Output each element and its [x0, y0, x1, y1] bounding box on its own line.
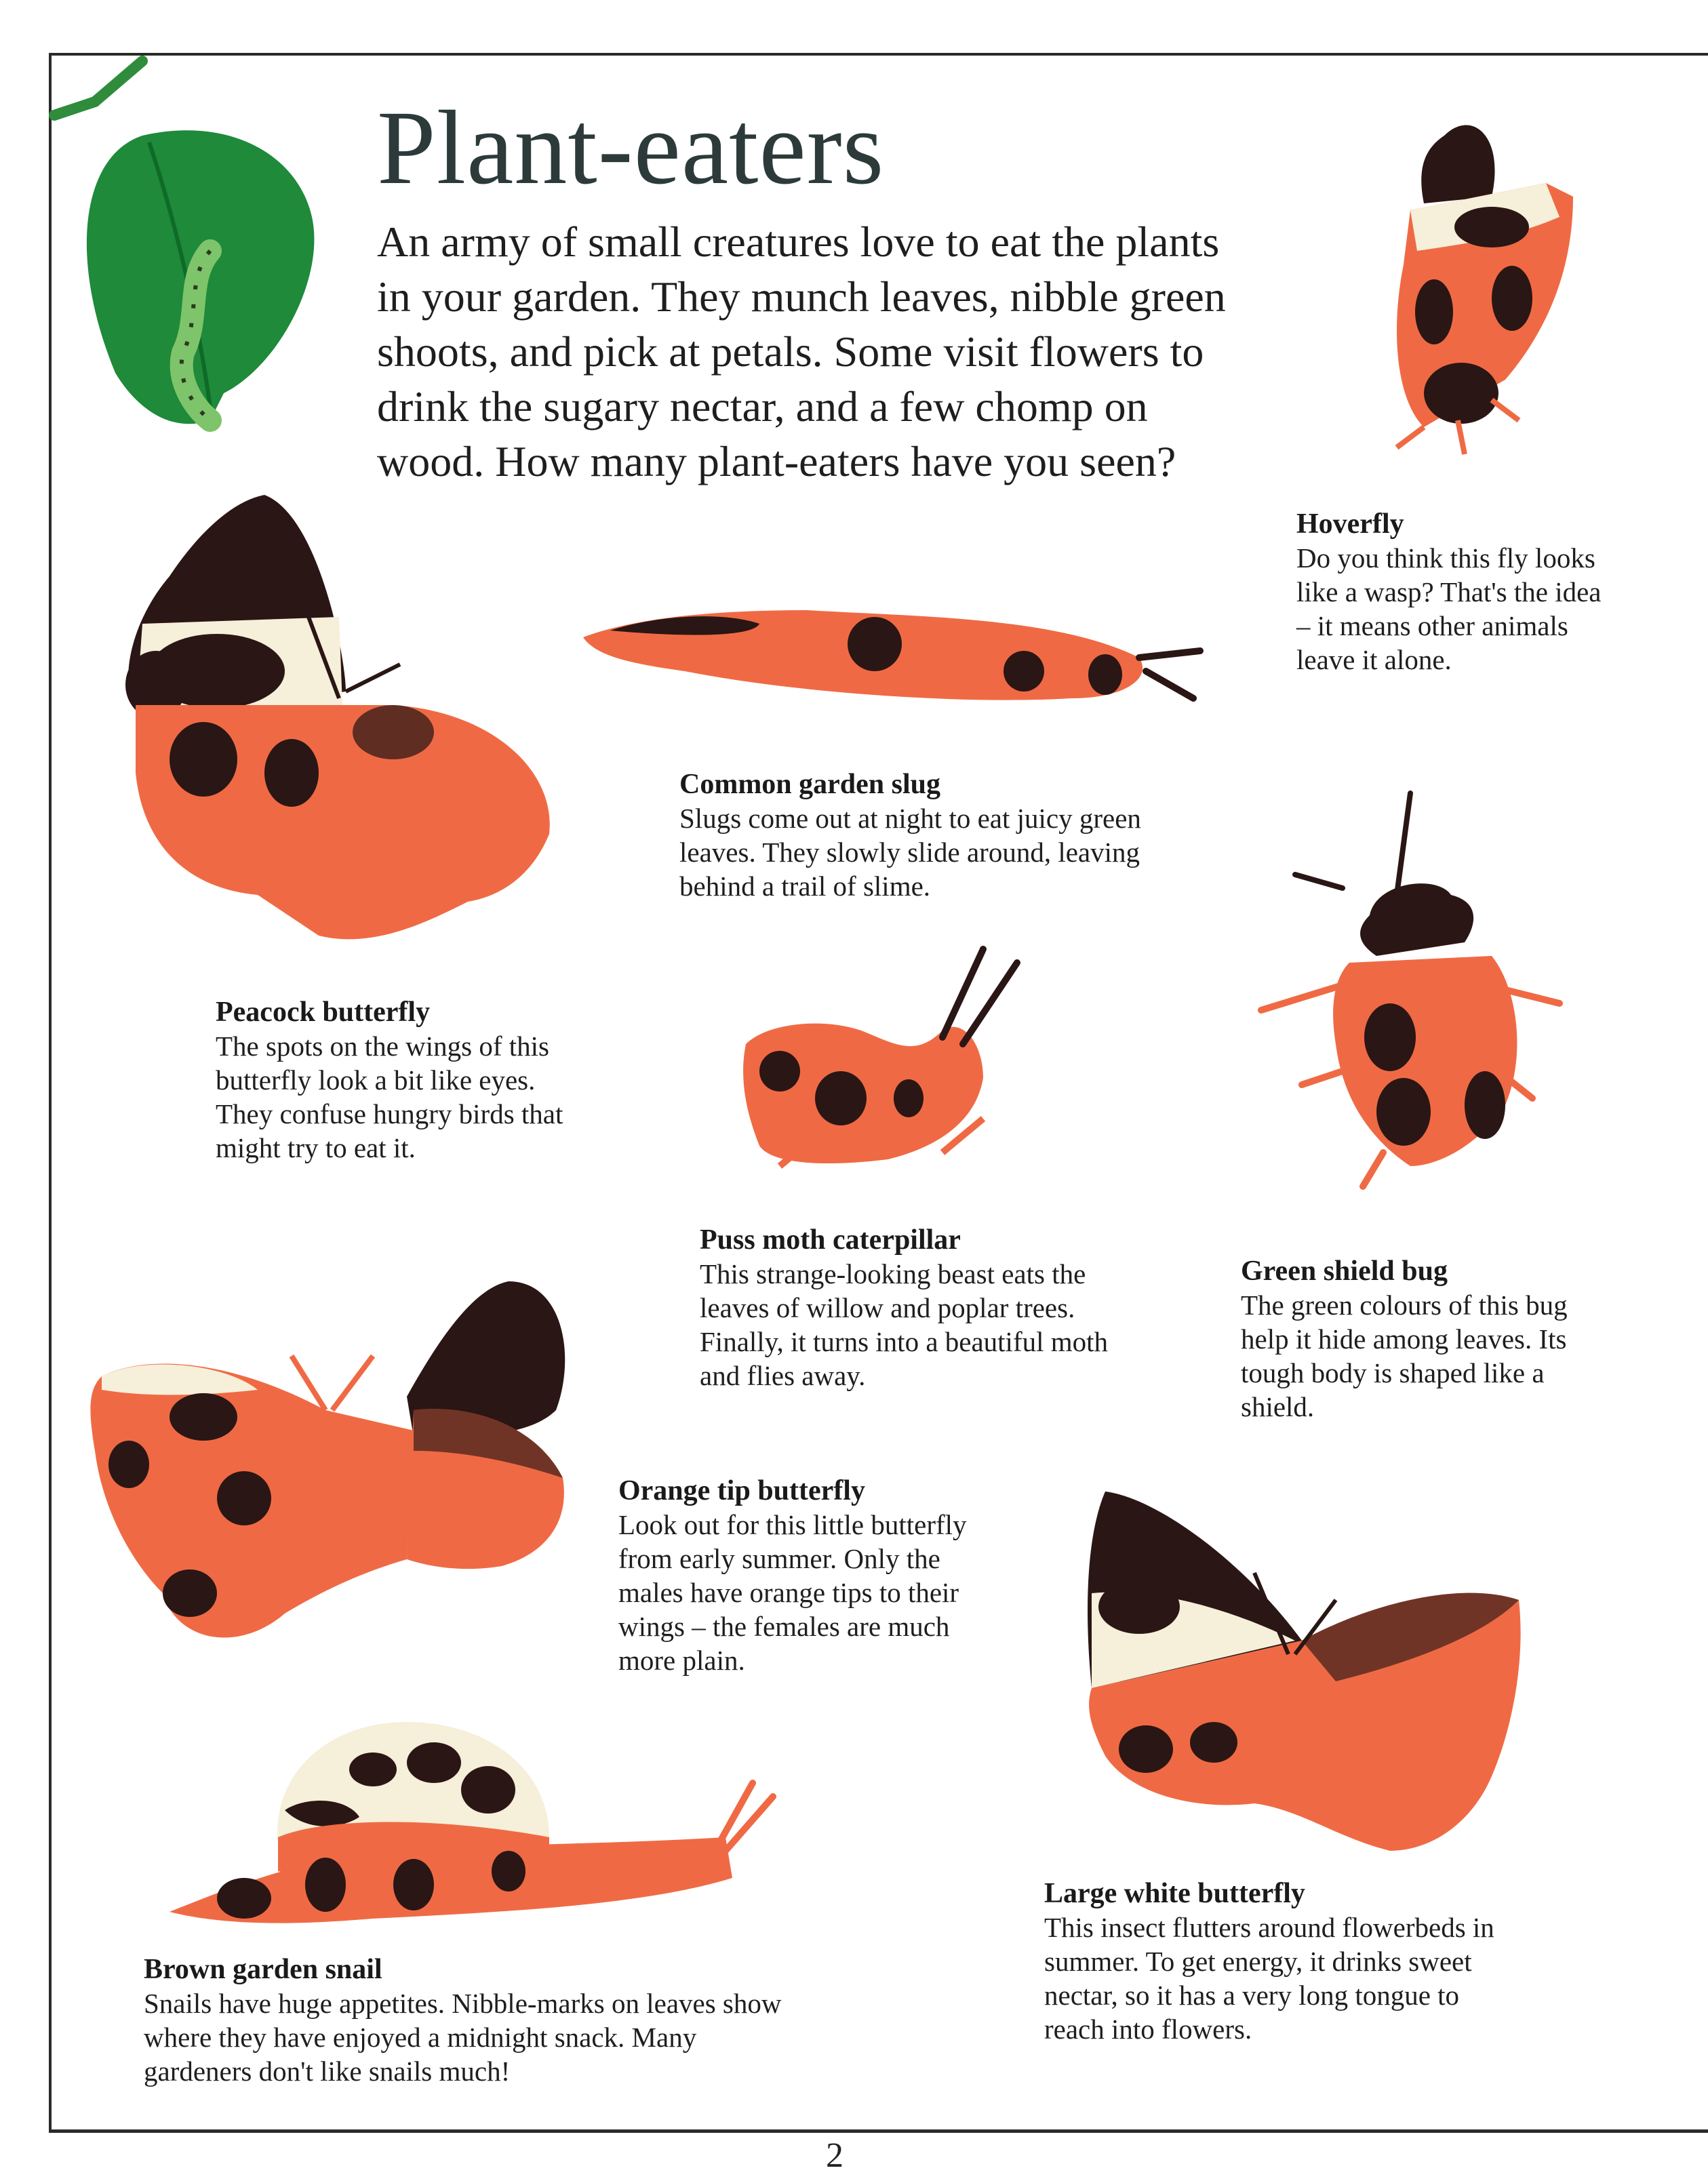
caption-heading: Hoverfly [1296, 508, 1404, 540]
caption-orange-tip-butterfly [618, 1474, 971, 1677]
caption-heading: Puss moth caterpillar [700, 1224, 961, 1256]
large-white-butterfly-image [1078, 1485, 1526, 1864]
page-number: 2 [826, 2136, 843, 2175]
caption-hoverfly [1296, 507, 1622, 677]
caption-brown-garden-snail [144, 1952, 795, 2088]
caption-heading: Brown garden snail [144, 1954, 382, 1985]
slug-image [583, 597, 1234, 732]
caption-heading: Orange tip butterfly [618, 1475, 865, 1506]
caption-common-garden-slug [679, 767, 1195, 903]
caterpillar-image [739, 942, 1024, 1186]
caption-text: Look out for this little butterfly from early summer. Only the males have orange tips to their wings – the females are much more plain. [618, 1509, 967, 1676]
shield-bug-image [1248, 786, 1573, 1193]
caption-text: This strange-looking beast eats the leaves of willow and poplar trees. Finally, it turns into a beautiful moth and flies away. [700, 1258, 1109, 1391]
caption-text: The green colours of this bug help it hide among leaves. Its tough body is shaped like a shield. [1241, 1289, 1568, 1422]
caption-text: Slugs come out at night to eat juicy green leaves. They slowly slide around, leaving behind a trail of slime. [679, 803, 1141, 902]
caption-green-shield-bug [1241, 1254, 1593, 1424]
orange-tip-butterfly-image [88, 1275, 576, 1654]
snail-image [170, 1708, 780, 1932]
caption-puss-moth-caterpillar [700, 1223, 1134, 1393]
caption-heading: Peacock butterfly [216, 997, 431, 1028]
caption-text: The spots on the wings of this butterfly look a bit like eyes. They confuse hungry birds that might try to eat it. [216, 1030, 563, 1163]
caption-heading: Green shield bug [1241, 1256, 1448, 1287]
page-title: Plant-eaters [377, 89, 885, 206]
leaf-with-caterpillar-image [54, 54, 325, 434]
hoverfly-image [1288, 108, 1600, 461]
intro-paragraph: An army of small creatures love to eat the plants in your garden. They munch leaves, nibble green shoots, and pick at petals. Some visit flowers to drink the sugary nectar, and a few chomp on wood. How many plant-eaters have you seen? [377, 218, 1226, 485]
caption-heading: Common garden slug [679, 769, 941, 800]
caption-heading: Large white butterfly [1044, 1878, 1305, 1909]
caption-text: This insect flutters around flowerbeds in summer. To get energy, it drinks sweet nectar, so it has a very long tongue to reach into flowers. [1044, 1912, 1494, 2045]
caption-text: Snails have huge appetites. Nibble-marks on leaves show where they have enjoyed a midnight snack. Many gardeners don't like snails much! [144, 1988, 782, 2087]
caption-peacock-butterfly [216, 995, 568, 1165]
caption-text: Do you think this fly looks like a wasp? That's the idea – it means other animals leave it alone. [1296, 542, 1602, 675]
peacock-butterfly-image [88, 488, 563, 949]
caption-large-white-butterfly [1044, 1877, 1519, 2046]
